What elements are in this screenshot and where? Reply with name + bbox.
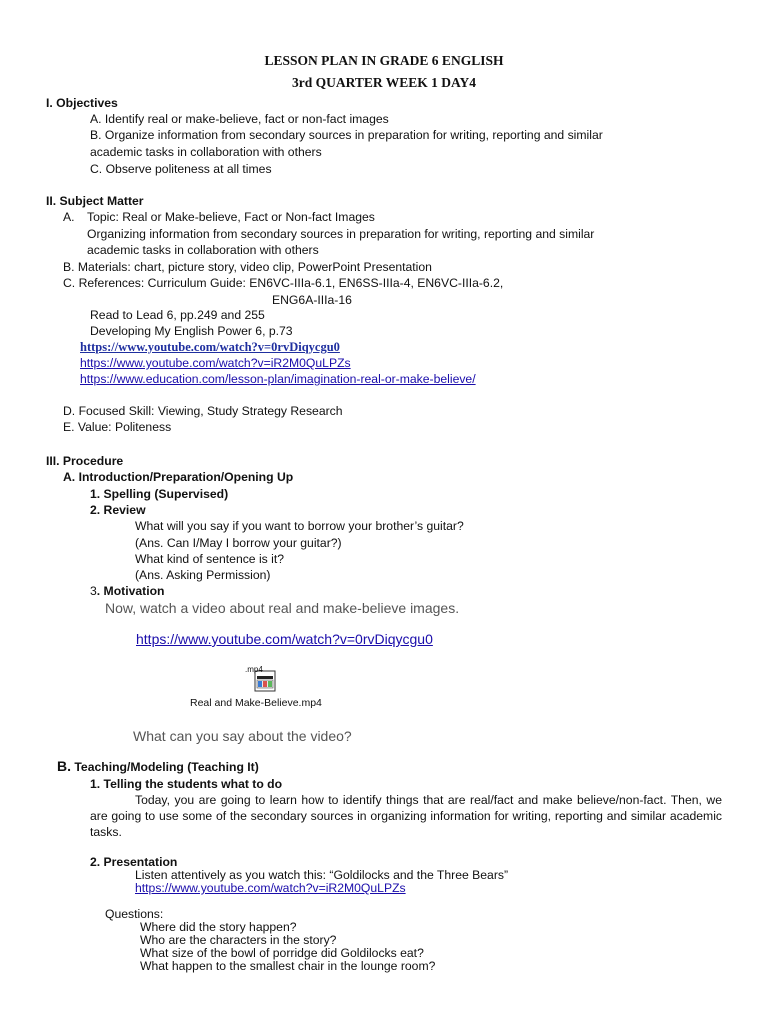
reference-book-1: Read to Lead 6, pp.249 and 255: [90, 308, 265, 322]
subject-matter-heading: II. Subject Matter: [46, 194, 144, 208]
subject-topic-line3: academic tasks in collaboration with others: [87, 243, 319, 257]
procedure-heading: III. Procedure: [46, 454, 124, 468]
objectives-heading: I. Objectives: [46, 96, 118, 110]
review-answer-1: (Ans. Can I/May I borrow your guitar?): [135, 536, 342, 550]
reference-link-3[interactable]: https://www.education.com/lesson-plan/imagination-real-or-make-believe/: [80, 372, 476, 386]
subject-a-label: A.: [63, 210, 75, 224]
procedure-b-title: Teaching/Modeling (Teaching It): [74, 760, 259, 774]
reference-link-1[interactable]: https://www.youtube.com/watch?v=0rvDiqycgu0: [80, 340, 340, 354]
motivation-video-link[interactable]: https://www.youtube.com/watch?v=0rvDiqycgu0: [136, 631, 433, 647]
objective-b-line1: B. Organize information from secondary sources in preparation for writing, reporting and similar: [90, 128, 603, 142]
motivation-label: . Motivation: [96, 584, 165, 598]
subject-references-line2: ENG6A-IIIa-16: [272, 293, 352, 307]
subject-topic: Topic: Real or Make-believe, Fact or Non-fact Images: [87, 210, 375, 224]
objective-c: C. Observe politeness at all times: [90, 162, 272, 176]
subject-focused-skill: D. Focused Skill: Viewing, Study Strategy Research: [63, 404, 343, 418]
motivation-heading: [90, 583, 165, 599]
motivation-text: Now, watch a video about real and make-believe images.: [105, 600, 460, 616]
motivation-question: What can you say about the video?: [133, 728, 352, 744]
procedure-b-letter: B.: [57, 758, 71, 774]
objective-b-line2: academic tasks in collaboration with others: [90, 145, 322, 159]
mp4-file-icon[interactable]: [243, 663, 277, 693]
presentation-video-link[interactable]: https://www.youtube.com/watch?v=iR2M0QuLPZs: [135, 881, 406, 895]
motivation-number: 3: [90, 584, 97, 598]
reference-book-2: Developing My English Power 6, p.73: [90, 324, 293, 338]
spelling-heading: 1. Spelling (Supervised): [90, 487, 229, 501]
objective-a: A. Identify real or make-believe, fact or non-fact images: [90, 112, 389, 126]
question-item: Who are the characters in the story?: [140, 933, 337, 947]
presentation-heading: 2. Presentation: [90, 855, 178, 869]
review-answer-2: (Ans. Asking Permission): [135, 568, 271, 582]
page-subtitle: 3rd QUARTER WEEK 1 DAY4: [291, 75, 477, 90]
procedure-a-heading: A. Introduction/Preparation/Opening Up: [63, 470, 294, 484]
review-heading: 2. Review: [90, 503, 146, 517]
question-item: What size of the bowl of porridge did Goldilocks eat?: [140, 946, 424, 960]
subject-materials: B. Materials: chart, picture story, video clip, PowerPoint Presentation: [63, 260, 432, 274]
subject-value: E. Value: Politeness: [63, 420, 172, 434]
mp4-extension-label: .mp4: [245, 665, 263, 674]
subject-topic-line2: Organizing information from secondary sources in preparation for writing, reporting and similar: [87, 227, 595, 241]
procedure-b-heading: [57, 758, 259, 775]
presentation-text: Listen attentively as you watch this: “Goldilocks and the Three Bears”: [135, 868, 509, 882]
telling-text: Today, you are going to learn how to identify things that are real/fact and make believe/non-fact. Then, we are going to use some of the secondary sources in organizing information for writing, reporting and similar academic tasks.: [90, 793, 722, 839]
question-item: What happen to the smallest chair in the lounge room?: [140, 959, 436, 973]
questions-label: Questions:: [105, 907, 164, 921]
question-item: Where did the story happen?: [140, 920, 297, 934]
review-question-2: What kind of sentence is it?: [135, 552, 285, 566]
page-title: LESSON PLAN IN GRADE 6 ENGLISH: [264, 53, 504, 68]
telling-heading: 1. Telling the students what to do: [90, 777, 283, 791]
subject-references: C. References: Curriculum Guide: EN6VC-IIIa-6.1, EN6SS-IIIa-4, EN6VC-IIIa-6.2,: [63, 276, 504, 290]
reference-link-2[interactable]: https://www.youtube.com/watch?v=iR2M0QuLPZs: [80, 356, 351, 370]
review-question-1: What will you say if you want to borrow your brother’s guitar?: [135, 519, 464, 533]
mp4-file-name[interactable]: Real and Make-Believe.mp4: [190, 697, 322, 709]
